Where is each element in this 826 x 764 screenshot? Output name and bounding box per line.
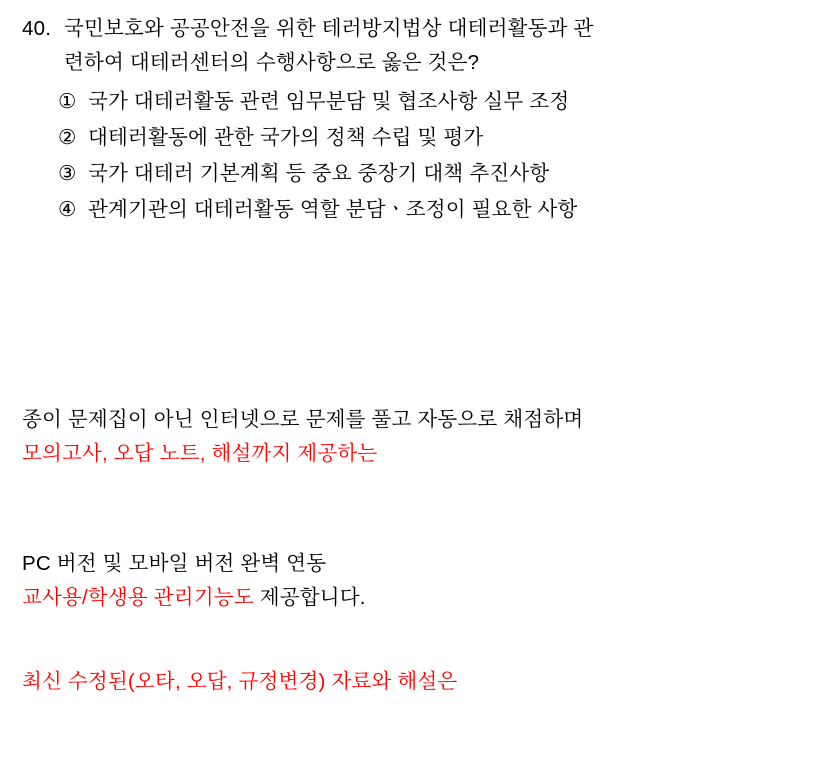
choice-marker-2: ② bbox=[58, 126, 77, 149]
promo-block-2 bbox=[22, 547, 796, 615]
vertical-gap-1 bbox=[22, 228, 796, 403]
choice-marker-4: ④ bbox=[58, 198, 77, 221]
choice-text-1: 국가 대테러활동 관련 임무분담 및 협조사항 실무 조정 bbox=[88, 90, 570, 113]
choice-marker-3: ③ bbox=[58, 162, 77, 185]
choice-text-2: 대테러활동에 관한 국가의 정책 수립 및 평가 bbox=[88, 126, 484, 149]
question-text-line-2: 련하여 대테러센터의 수행사항으로 옳은 것은? bbox=[64, 51, 480, 74]
choice-option-1[interactable] bbox=[22, 84, 796, 120]
promo-line-4 bbox=[22, 581, 796, 615]
choice-list bbox=[22, 84, 796, 228]
promo-block-3 bbox=[22, 665, 796, 699]
choice-option-2[interactable] bbox=[22, 120, 796, 156]
promo-line-3: PC 버전 및 모바일 버전 완벽 연동 bbox=[22, 552, 327, 575]
vertical-gap-3 bbox=[22, 615, 796, 665]
question-text-line-1: 국민보호와 공공안전을 위한 테러방지법상 대테러활동과 관 bbox=[64, 17, 594, 40]
question-number: 40. bbox=[22, 17, 52, 40]
promo-block-1 bbox=[22, 403, 796, 471]
choice-text-4: 관계기관의 대테러활동 역할 분담ㆍ조정이 필요한 사항 bbox=[88, 198, 578, 221]
promo-line-2: 모의고사, 오답 노트, 해설까지 제공하는 bbox=[22, 442, 378, 465]
promo-line-1: 종이 문제집이 아닌 인터넷으로 문제를 풀고 자동으로 채점하며 bbox=[22, 408, 584, 431]
question-first-line bbox=[22, 12, 796, 46]
choice-option-4[interactable] bbox=[22, 192, 796, 228]
question-block bbox=[22, 12, 796, 228]
promo-line-4-rest: 제공합니다. bbox=[253, 586, 366, 609]
promo-line-5: 최신 수정된(오타, 오답, 규정변경) 자료와 해설은 bbox=[22, 670, 458, 693]
vertical-gap-2 bbox=[22, 471, 796, 547]
choice-text-3: 국가 대테러 기본계획 등 중요 중장기 대책 추진사항 bbox=[88, 162, 550, 185]
choice-marker-1: ① bbox=[58, 90, 77, 113]
promo-line-4-highlight: 교사용/학생용 관리기능도 bbox=[22, 586, 254, 609]
choice-option-3[interactable] bbox=[22, 156, 796, 192]
